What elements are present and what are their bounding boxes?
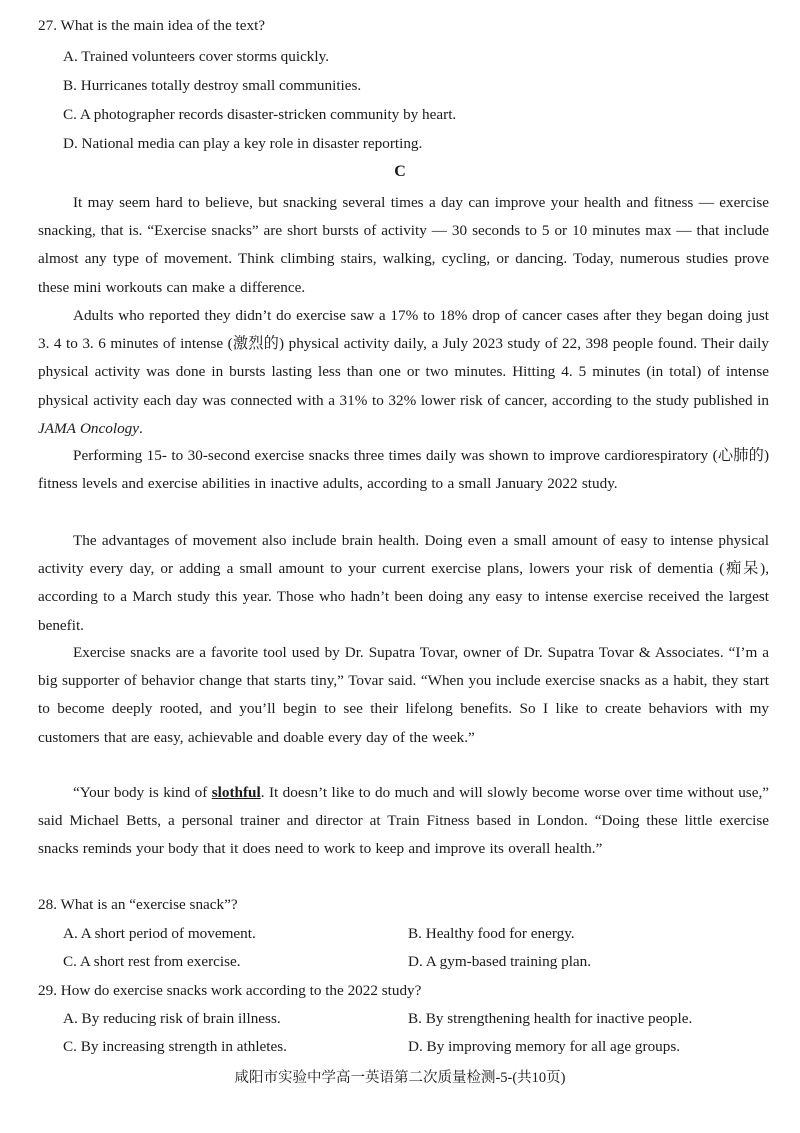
question-27-option-d: D. National media can play a key role in disaster reporting. — [63, 135, 423, 152]
passage-paragraph-6 — [38, 779, 769, 864]
question-29-stem: 29. How do exercise snacks work according to the 2022 study? — [38, 982, 422, 999]
question-29-option-d: D. By improving memory for all age groups. — [408, 1038, 681, 1055]
paragraph-6-text: “Your body is kind of — [73, 784, 212, 801]
question-27-option-b: B. Hurricanes totally destroy small communities. — [63, 77, 362, 94]
paragraph-6-rest: . It doesn’t like to do much and will slowly become worse over time without use,” said Michael Betts, a personal trainer and director at Train Fitness based in London. “Doing these little exercise snacks reminds your body that it does need to work to keep and improve its overall health.” — [38, 784, 769, 858]
question-28-option-a: A. A short period of movement. — [63, 925, 256, 942]
underlined-word: slothful — [211, 784, 261, 801]
passage-paragraph-3: Performing 15- to 30-second exercise snacks three times daily was shown to improve cardiorespiratory (心肺的) fitness levels and exercise abilities in inactive adults, according to a small January 2022 study. — [38, 447, 769, 493]
section-heading: C — [394, 163, 406, 180]
question-29-option-c: C. By increasing strength in athletes. — [63, 1038, 287, 1055]
page-footer: 咸阳市实验中学高一英语第二次质量检测-5-(共10页) — [234, 1070, 566, 1086]
question-28-stem: 28. What is an “exercise snack”? — [38, 896, 238, 913]
passage-paragraph-5: Exercise snacks are a favorite tool used by Dr. Supatra Tovar, owner of Dr. Supatra Tovar & Associates. “I’m a big supporter of behavior change that starts tiny,” Tovar said. “When you include exercise snacks as a habit, they start to become deeply rooted, and you’ll begin to see their lifelong benefits. So I like to create behaviors with my customers that are easy, achievable and doable every day of the week.” — [38, 644, 769, 746]
passage-paragraph-4: The advantages of movement also include brain health. Doing even a small amount of easy to intense physical activity every day, or adding a small amount to your current exercise plans, lowers your risk of dementia (痴呆), according to a March study this year. Those who hadn’t been doing any easy to intense exercise received the largest benefit. — [38, 532, 769, 634]
question-29-option-a: A. By reducing risk of brain illness. — [63, 1010, 281, 1027]
question-27-stem: 27. What is the main idea of the text? — [38, 17, 266, 34]
question-28-option-d: D. A gym-based training plan. — [408, 953, 592, 970]
question-29-option-b: B. By strengthening health for inactive people. — [408, 1010, 693, 1027]
question-27-option-a: A. Trained volunteers cover storms quickly. — [63, 48, 330, 65]
paragraph-2-end: . — [139, 419, 143, 437]
passage-paragraph-2 — [38, 302, 769, 443]
journal-name: JAMA Oncology — [38, 419, 140, 437]
question-28-option-b: B. Healthy food for energy. — [408, 925, 575, 942]
paragraph-2-text: Adults who reported they didn’t do exercise saw a 17% to 18% drop of cancer cases after they began doing just 3. 4 to 3. 6 minutes of intense (激烈的) physical activity daily, a July 2023 study of 22, 398 people found. Their daily physical activity was done in bursts lasting less than one or two minutes. Hitting 4. 5 minutes (in total) of intense physical activity each day was connected with a 31% to 32% lower risk of cancer, according to the study published in — [38, 307, 769, 409]
question-27-option-c: C. A photographer records disaster-stricken community by heart. — [63, 106, 457, 123]
question-28-option-c: C. A short rest from exercise. — [63, 953, 241, 970]
passage-paragraph-1: It may seem hard to believe, but snacking several times a day can improve your health and fitness — exercise snacking, that is. “Exercise snacks” are short bursts of activity — 30 seconds to 5 or 10 minutes max — that include almost any type of movement. Think climbing stairs, walking, cycling, or dancing. Today, numerous studies prove these mini workouts can make a difference. — [38, 194, 769, 296]
